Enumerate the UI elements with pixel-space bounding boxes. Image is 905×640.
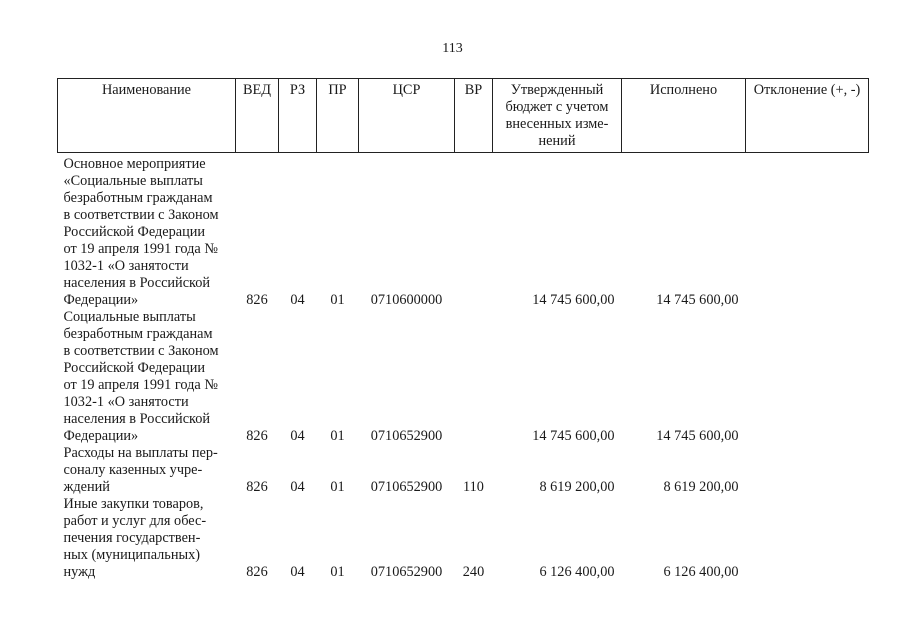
cell-rz: 04 (290, 428, 305, 444)
cell-vr: 110 (463, 479, 484, 495)
cell-name-line: Основное мероприятие (63, 156, 206, 172)
cell-executed: 8 619 200,00 (663, 479, 739, 495)
header-executed: Исполнено (622, 79, 746, 153)
cell-approved: 14 745 600,00 (532, 292, 615, 308)
cell-name-line: в соответствии с Законом (63, 207, 219, 223)
header-approved: Утвержденный бюджет с учетом внесенных изме-нений (493, 79, 622, 153)
cell-name-line: Федерации» (63, 428, 139, 444)
cell-name-line: 1032-1 «О занятости (63, 394, 189, 410)
cell-approved: 6 126 400,00 (539, 564, 615, 580)
header-pr: ПР (317, 79, 359, 153)
cell-name-line: Российской Федерации (63, 224, 206, 240)
cell-pr: 01 (330, 428, 345, 444)
cell-name (58, 153, 236, 310)
table-row (58, 309, 869, 445)
cell-executed: 6 126 400,00 (663, 564, 739, 580)
cell-name-line: нужд (63, 564, 96, 580)
page-number: 113 (442, 41, 463, 56)
cell-name-line: ных (муниципальных) (63, 547, 200, 563)
cell-deviation (746, 153, 869, 310)
cell-name (58, 496, 236, 581)
cell-name-line: населения в Российской (63, 275, 211, 291)
table-row (58, 496, 869, 581)
cell-approved: 14 745 600,00 (532, 428, 615, 444)
cell-csr: 0710652900 (370, 479, 443, 495)
table-body (58, 153, 869, 582)
cell-name-line: 1032-1 «О занятости (63, 258, 189, 274)
cell-name-line: безработным гражданам (63, 190, 213, 206)
cell-rz: 04 (290, 292, 305, 308)
cell-name-line: Федерации» (63, 292, 139, 308)
cell-ved: 826 (246, 428, 268, 444)
cell-deviation (746, 445, 869, 496)
cell-name (58, 309, 236, 445)
budget-execution-table (57, 78, 869, 581)
cell-vr (455, 153, 493, 310)
cell-name-line: Социальные выплаты (63, 309, 196, 325)
table-row (58, 153, 869, 310)
cell-name-line: безработным гражданам (63, 326, 213, 342)
cell-vr (455, 309, 493, 445)
cell-deviation (746, 309, 869, 445)
cell-approved: 8 619 200,00 (539, 479, 615, 495)
cell-rz: 04 (290, 564, 305, 580)
cell-pr: 01 (330, 479, 345, 495)
cell-name-line: соналу казенных учре- (63, 462, 203, 478)
table-row (58, 445, 869, 496)
header-vr: ВР (455, 79, 493, 153)
cell-ved: 826 (246, 564, 268, 580)
cell-executed: 14 745 600,00 (656, 292, 739, 308)
cell-ved: 826 (246, 292, 268, 308)
cell-csr: 0710652900 (370, 564, 443, 580)
cell-vr: 240 (462, 564, 485, 580)
cell-name-line: печения государствен- (63, 530, 201, 546)
cell-name-line: в соответствии с Законом (63, 343, 219, 359)
table-header (58, 79, 869, 153)
header-deviation: Отклонение (+, -) (746, 79, 869, 153)
cell-name-line: от 19 апреля 1991 года № (63, 241, 218, 257)
header-name: Наименование (58, 79, 236, 153)
cell-csr: 0710600000 (370, 292, 443, 308)
cell-deviation (746, 496, 869, 581)
cell-name-line: Российской Федерации (63, 360, 206, 376)
cell-rz: 04 (290, 479, 305, 495)
cell-name-line: от 19 апреля 1991 года № (63, 377, 218, 393)
cell-pr: 01 (330, 292, 345, 308)
cell-name-line: ждений (63, 479, 110, 495)
cell-name-line: Иные закупки товаров, (63, 496, 204, 512)
cell-ved: 826 (246, 479, 268, 495)
header-csr: ЦСР (359, 79, 455, 153)
cell-csr: 0710652900 (370, 428, 443, 444)
header-ved: ВЕД (236, 79, 279, 153)
cell-name-line: работ и услуг для обес- (63, 513, 207, 529)
cell-name (58, 445, 236, 496)
cell-name-line: Расходы на выплаты пер- (63, 445, 218, 461)
cell-executed: 14 745 600,00 (656, 428, 739, 444)
cell-name-line: «Социальные выплаты (63, 173, 203, 189)
cell-pr: 01 (330, 564, 345, 580)
header-rz: РЗ (279, 79, 317, 153)
cell-name-line: населения в Российской (63, 411, 211, 427)
